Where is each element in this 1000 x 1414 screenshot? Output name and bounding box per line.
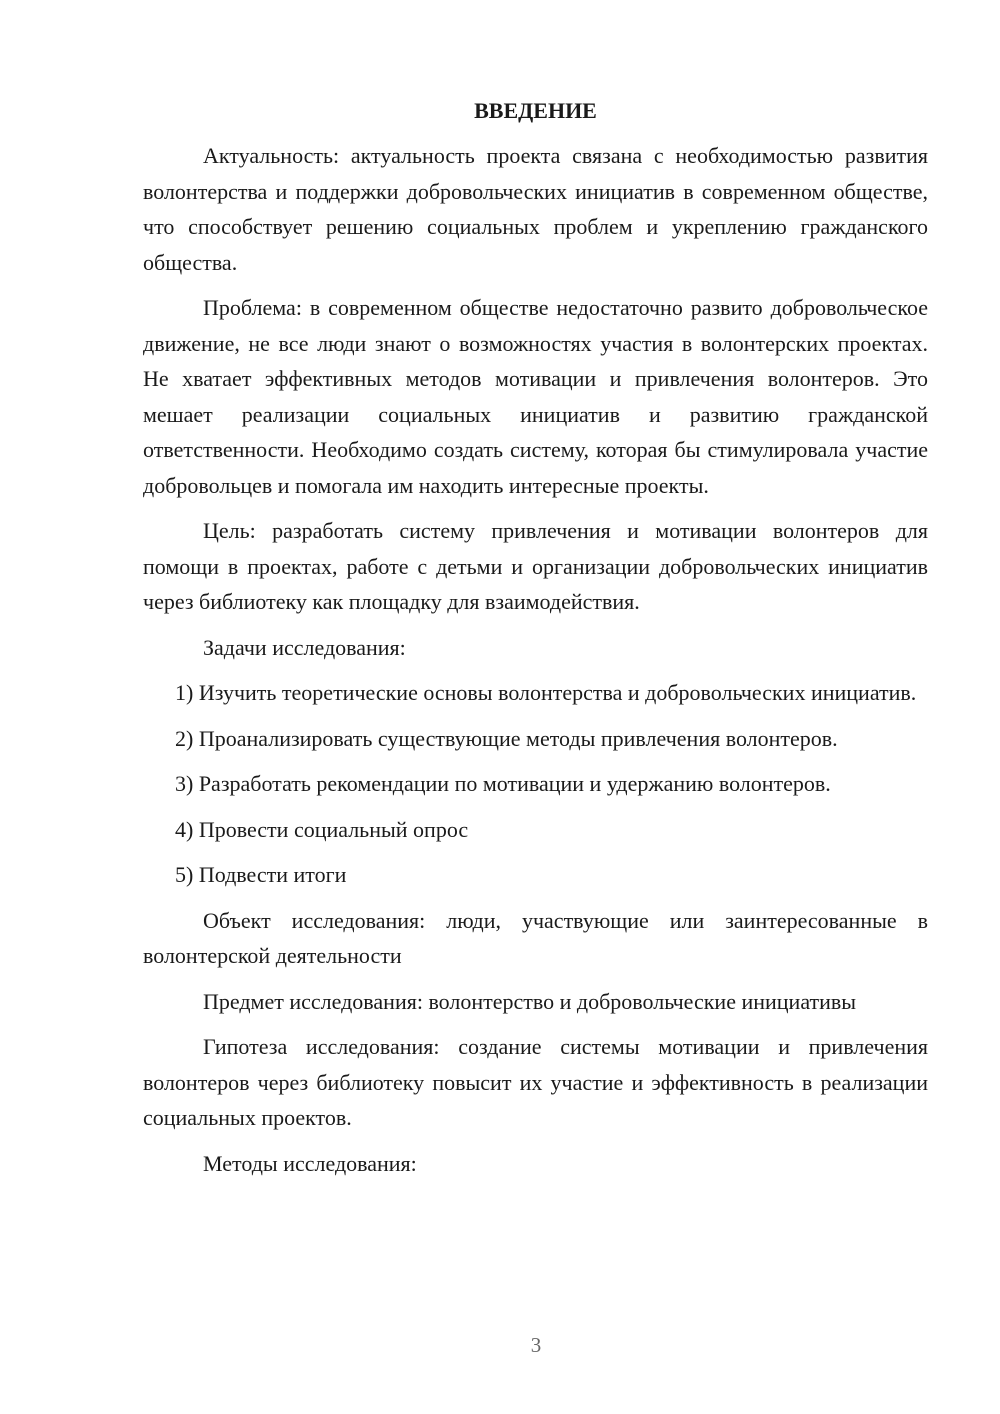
- task-item-2: 2) Проанализировать существующие методы привлечения волонтеров.: [175, 725, 838, 751]
- task-item-4: 4) Провести социальный опрос: [175, 816, 469, 842]
- page-number: 3: [530, 1333, 542, 1357]
- relevance-paragraph: Актуальность: актуальность проекта связана с необходимостью развития волонтерства и поддержки добровольческих инициатив в современном обществе, что способствует решению социальных проблем и укреплению гражданского общества.: [143, 143, 928, 275]
- methods-heading: Методы исследования:: [203, 1150, 417, 1176]
- hypothesis-paragraph: Гипотеза исследования: создание системы мотивации и привлечения волонтеров через библиотеку повысит их участие и эффективность в реализации социальных проектов.: [143, 1034, 928, 1130]
- subject-paragraph: Предмет исследования: волонтерство и добровольческие инициативы: [203, 988, 857, 1014]
- document-body: [143, 94, 928, 1191]
- tasks-heading: Задачи исследования:: [203, 634, 406, 660]
- task-item-1: 1) Изучить теоретические основы волонтерства и добровольческих инициатив.: [175, 680, 917, 705]
- goal-paragraph: Цель: разработать систему привлечения и мотивации волонтеров для помощи в проектах, работе с детьми и организации добровольческих инициатив через библиотеку как площадку для взаимодействия.: [143, 518, 928, 614]
- task-item-5: 5) Подвести итоги: [175, 862, 347, 887]
- task-item-3: 3) Разработать рекомендации по мотивации и удержанию волонтеров.: [175, 771, 831, 796]
- problem-paragraph: Проблема: в современном обществе недостаточно развито добровольческое движение, не все люди знают о возможностях участия в волонтерских проектах. Не хватает эффективных методов мотивации и привлечения волонтеров. Это мешает реализации социальных инициатив и развитию гражданской ответственности. Необходимо создать систему, которая бы стимулировала участие добровольцев и помогала им находить интересные проекты.: [143, 295, 928, 498]
- page-title: ВВЕДЕНИЕ: [474, 98, 597, 123]
- object-paragraph: Объект исследования: люди, участвующие или заинтересованные в волонтерской деятельности: [143, 907, 928, 968]
